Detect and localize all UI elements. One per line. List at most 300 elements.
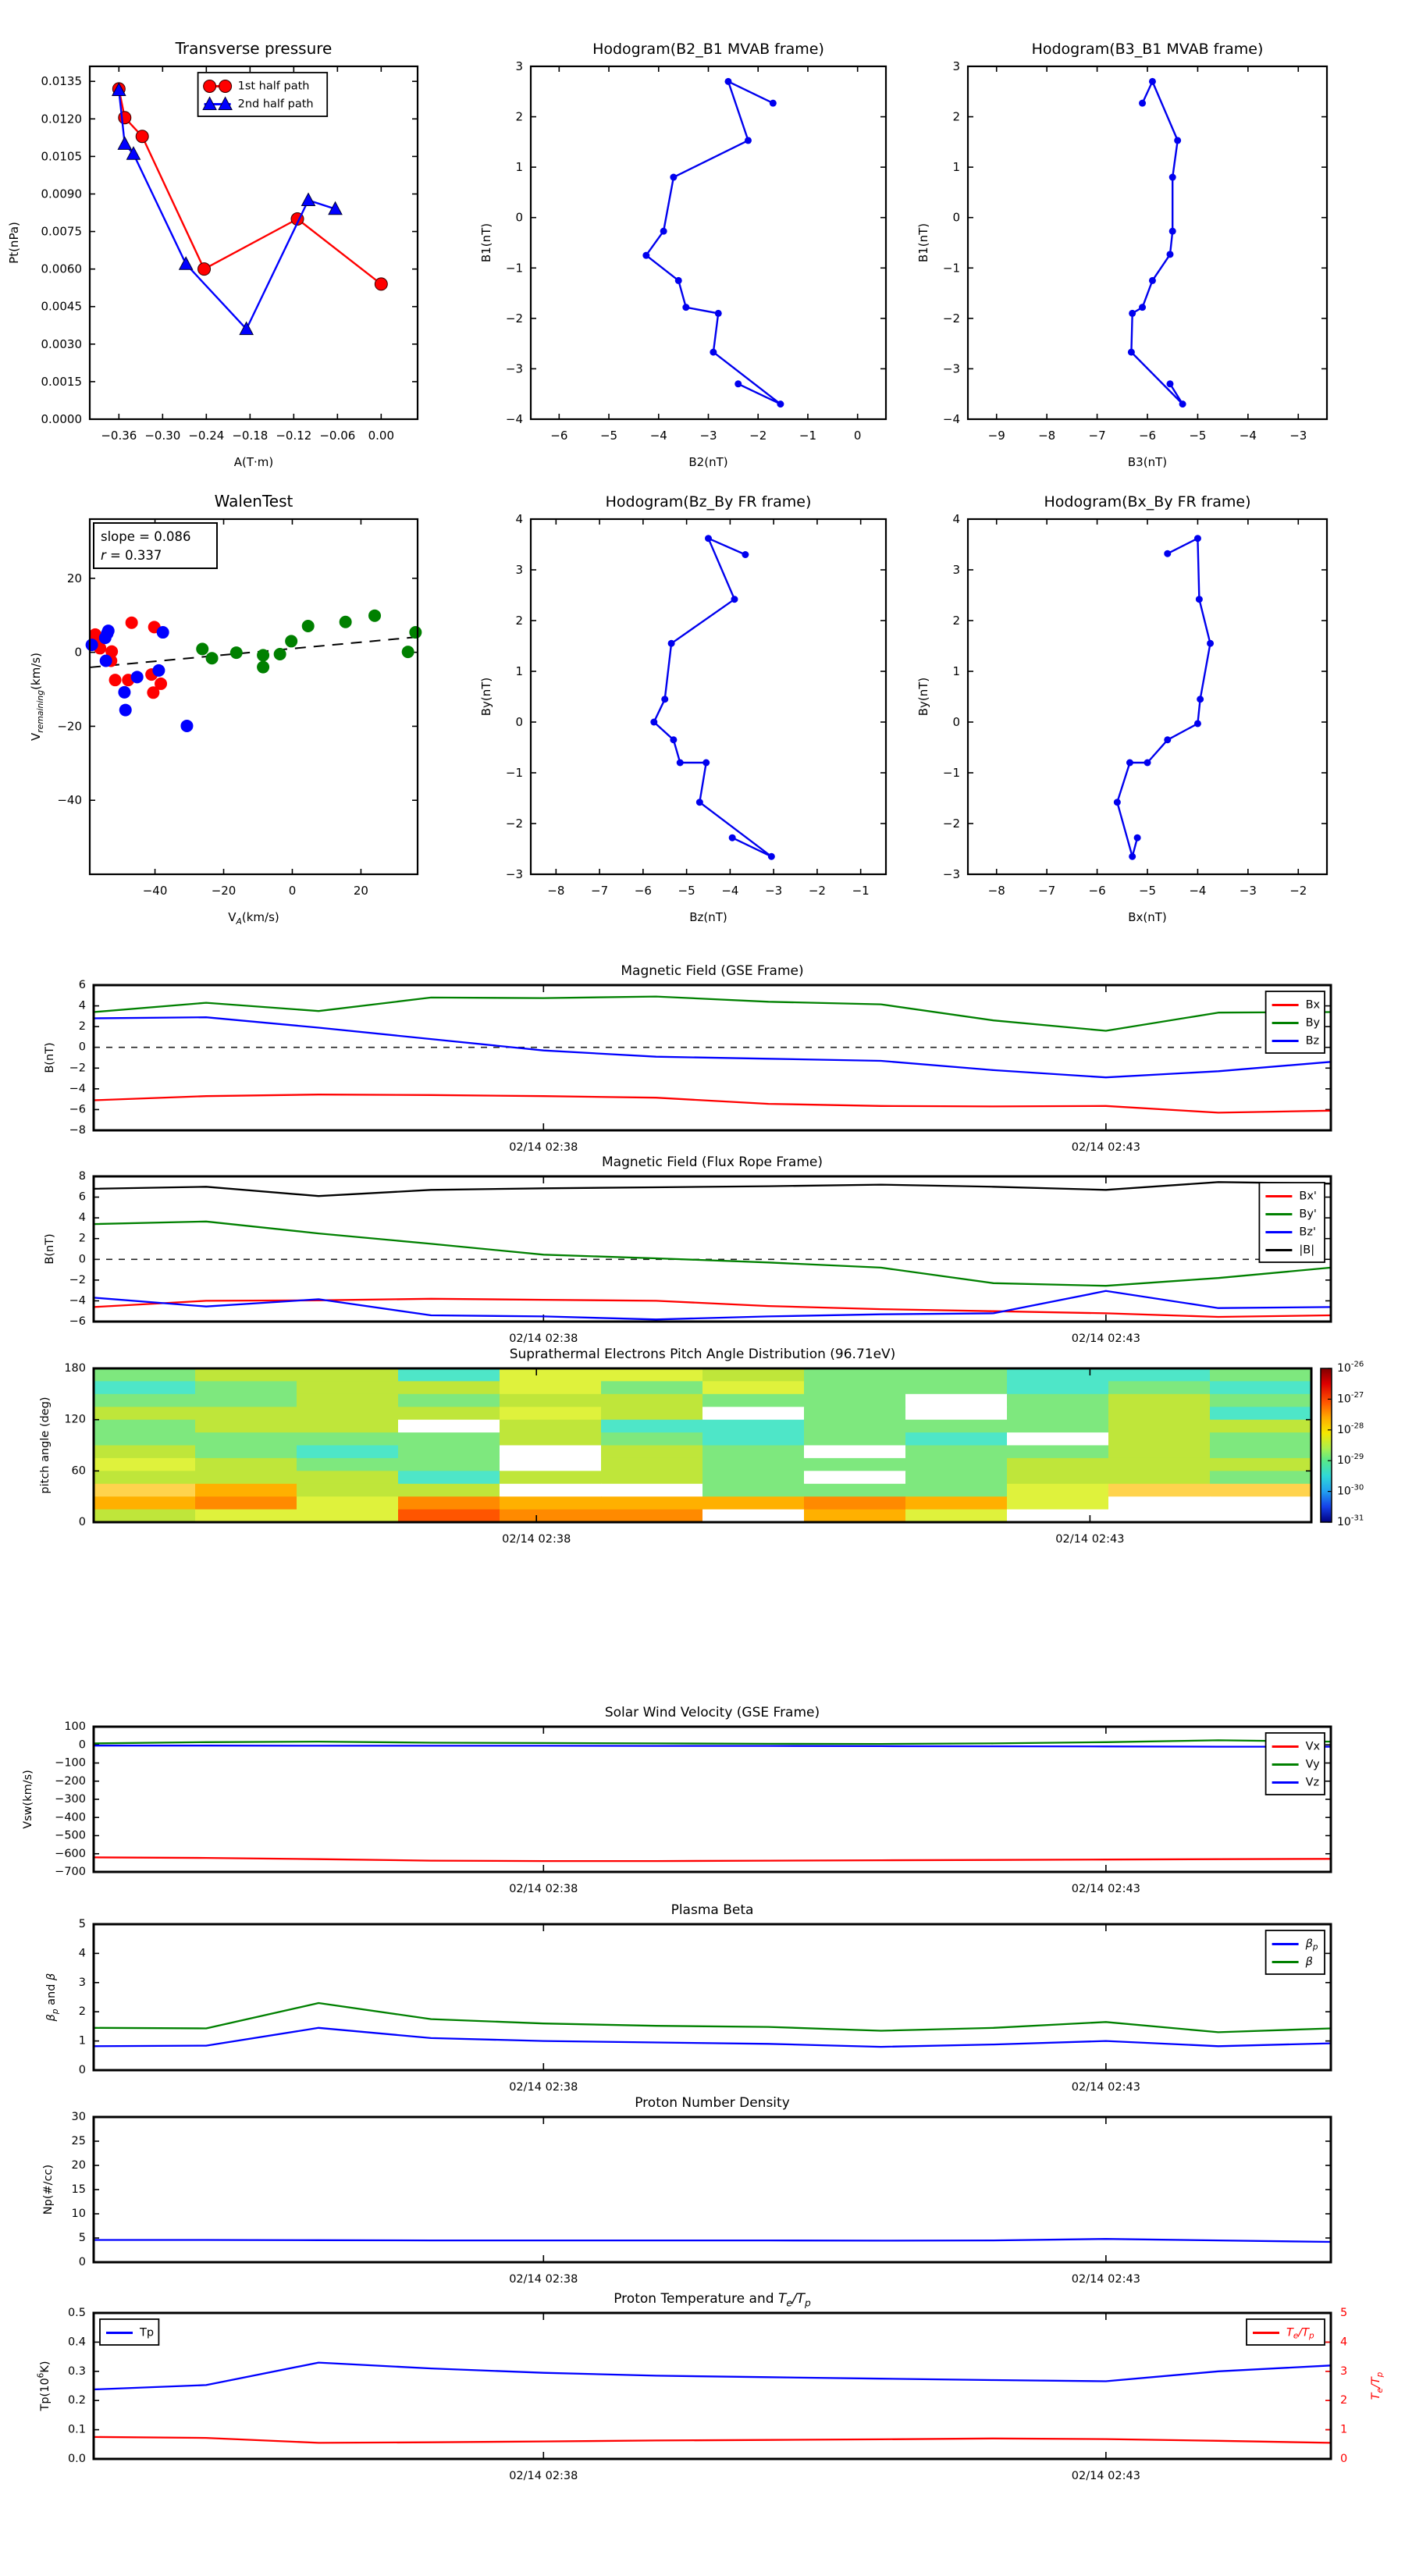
marker-dot: [1166, 380, 1173, 387]
legend-label: Vz: [1305, 1776, 1320, 1789]
y-tick-label: 0: [78, 1738, 86, 1752]
series-line: [654, 539, 772, 857]
heatmap-cell: [1108, 1471, 1211, 1484]
panel-title: Hodogram(Bx_By FR frame): [1044, 493, 1251, 511]
axes-frame: [94, 1924, 1331, 2070]
heatmap-cell: [500, 1432, 602, 1446]
marker-dot: [650, 719, 657, 726]
legend-label: 2nd half path: [237, 98, 314, 111]
time-tick-label: 02/14 02:43: [1071, 1883, 1140, 1895]
heatmap-cell: [195, 1510, 297, 1523]
heatmap-cell: [1210, 1420, 1312, 1433]
y-tick-label: 0.0075: [41, 224, 82, 239]
x-tick-label: −3: [1289, 429, 1307, 443]
x-tick-label: −8: [547, 884, 565, 898]
y-tick-label: −300: [55, 1793, 86, 1806]
y-tick-label: −2: [505, 817, 523, 831]
y-tick-label: 1: [952, 664, 960, 678]
heatmap-cell: [601, 1510, 703, 1523]
panel-title: Transverse pressure: [175, 39, 333, 58]
marker-dot: [285, 635, 297, 647]
heatmap-cell: [1007, 1432, 1109, 1446]
right-y-axis-label: $T_e/T_p$: [1370, 2371, 1385, 2400]
y-tick-label: −2: [942, 817, 960, 831]
x-tick-label: −8: [987, 884, 1005, 898]
y-tick-label: 0: [952, 210, 960, 225]
heatmap-cell: [804, 1381, 906, 1394]
y-tick-label: 2: [952, 109, 960, 124]
heatmap-cell: [1108, 1446, 1211, 1459]
x-tick-label: −1: [799, 429, 817, 443]
time-tick-label: 02/14 02:38: [509, 1332, 578, 1345]
marker-dot: [1126, 760, 1133, 767]
heatmap-cell: [905, 1381, 1008, 1394]
axes-frame: [94, 1727, 1331, 1872]
heatmap-cell: [1108, 1407, 1211, 1420]
y-tick-label: 3: [78, 1976, 86, 1989]
series-b2-b1: [642, 78, 784, 407]
x-tick-label: −0.36: [101, 429, 137, 443]
y-tick-label: 180: [64, 1362, 86, 1375]
panel-hodogram-b2b1: [479, 41, 886, 469]
series-bz-by: [650, 535, 775, 860]
heatmap-cell: [702, 1446, 805, 1459]
marker-circle: [198, 263, 211, 276]
marker-dot: [661, 696, 668, 703]
marker-dot: [206, 652, 219, 664]
heatmap-cell: [195, 1432, 297, 1446]
x-tick-label: −5: [678, 884, 695, 898]
heatmap-cell: [398, 1510, 500, 1523]
marker-dot: [257, 649, 269, 661]
marker-dot: [340, 616, 352, 628]
series-b3-b1: [1128, 78, 1186, 407]
legend-label: β: [1305, 1955, 1313, 1969]
heatmap-cell: [1210, 1510, 1312, 1523]
y-tick-label: −3: [942, 867, 960, 881]
heatmap-cell: [500, 1484, 602, 1497]
marker-dot: [705, 535, 712, 542]
heatmap-cell: [297, 1496, 399, 1510]
panel-np: [42, 2095, 1331, 2286]
heatmap-cell: [905, 1432, 1008, 1446]
y-tick-label: 2: [78, 1020, 86, 1034]
legend-label: |B|: [1299, 1244, 1315, 1257]
series-line: [119, 89, 381, 284]
marker-dot: [126, 617, 138, 629]
axes-frame: [90, 519, 418, 874]
legend-label: By': [1299, 1208, 1317, 1221]
panel-title: Hodogram(B3_B1 MVAB frame): [1031, 41, 1264, 58]
legend-label: $T_e/T_p$: [1286, 2326, 1314, 2341]
y-tick-label: 0.0000: [41, 412, 82, 426]
heatmap-cell: [1210, 1446, 1312, 1459]
heatmap-cell: [500, 1407, 602, 1420]
marker-dot: [1164, 550, 1171, 557]
heatmap-cell: [1007, 1458, 1109, 1471]
y-tick-label: 1: [952, 160, 960, 175]
y-tick-label: 30: [71, 2111, 86, 2123]
series-line: [1117, 539, 1210, 857]
axes-frame: [968, 66, 1327, 419]
y-tick-label: −6: [69, 1315, 86, 1328]
heatmap-cell: [702, 1471, 805, 1484]
time-tick-label: 02/14 02:43: [1071, 2273, 1140, 2286]
x-tick-label: −1: [852, 884, 870, 898]
marker-dot: [670, 736, 677, 743]
marker-dot: [102, 624, 115, 637]
heatmap-cell: [297, 1510, 399, 1523]
time-tick-label: 02/14 02:38: [509, 1883, 578, 1895]
y-tick-label: −3: [505, 361, 523, 376]
x-tick-label: −5: [1189, 429, 1207, 443]
legend-label: Vx: [1305, 1740, 1321, 1753]
heatmap-cell: [1007, 1394, 1109, 1407]
marker-dot: [729, 834, 736, 841]
marker-dot: [770, 100, 777, 107]
heatmap-cell: [500, 1510, 602, 1523]
heatmap-cell: [1007, 1471, 1109, 1484]
legend-label: 1st half path: [237, 80, 310, 93]
marker-dot: [742, 551, 749, 558]
x-tick-label: −2: [1289, 884, 1307, 898]
heatmap-cell: [398, 1471, 500, 1484]
y-tick-label: 0: [78, 2064, 86, 2076]
legend-label: Vy: [1305, 1758, 1320, 1771]
heatmap-cell: [398, 1484, 500, 1497]
heatmap-cell: [398, 1394, 500, 1407]
heatmap-cell: [601, 1420, 703, 1433]
legend: [1266, 1930, 1325, 1974]
marker-dot: [724, 78, 731, 85]
colorbar-label: $10^{-29}$: [1337, 1452, 1364, 1468]
right-y-tick-label: 1: [1340, 2423, 1348, 2436]
y-tick-label: 2: [78, 2005, 86, 2019]
y-tick-label: −2: [942, 311, 960, 326]
legend: [1266, 1733, 1325, 1795]
x-tick-label: −4: [1189, 884, 1207, 898]
time-tick-label: 02/14 02:38: [509, 2081, 578, 2094]
series-vy: [94, 1740, 1331, 1744]
x-tick-label: −40: [142, 884, 168, 898]
heatmap-cell: [1210, 1394, 1312, 1407]
series-line: [119, 91, 335, 329]
panel-title: Proton Temperature and $T_e/T_p$: [614, 2291, 811, 2309]
y-tick-label: 100: [64, 1720, 86, 1733]
series-outside: [196, 610, 422, 674]
right-y-tick-label: 2: [1340, 2394, 1348, 2407]
heatmap-cell: [500, 1458, 602, 1471]
marker-dot: [257, 661, 269, 674]
x-axis-label: B2(nT): [688, 455, 728, 469]
heatmap-cell: [500, 1420, 602, 1433]
heatmap-cell: [702, 1432, 805, 1446]
heatmap-cell: [601, 1394, 703, 1407]
heatmap-cells: [94, 1368, 1312, 1523]
y-tick-label: 0.0: [67, 2453, 86, 2465]
x-tick-label: −6: [634, 884, 652, 898]
marker-dot: [157, 626, 169, 639]
legend-box: [1266, 1930, 1325, 1974]
y-tick-label: 0: [515, 715, 523, 729]
time-tick-label: 02/14 02:43: [1055, 1533, 1125, 1546]
y-tick-label: 15: [71, 2183, 86, 2196]
panel-title: Suprathermal Electrons Pitch Angle Distribution (96.71eV): [509, 1347, 896, 1362]
y-tick-label: −2: [69, 1062, 86, 1075]
heatmap-cell: [1210, 1496, 1312, 1510]
marker-dot: [1194, 535, 1201, 542]
x-tick-label: −7: [1088, 429, 1106, 443]
heatmap-cell: [398, 1381, 500, 1394]
heatmap-cell: [195, 1471, 297, 1484]
marker-dot: [1144, 760, 1151, 767]
heatmap-cell: [94, 1432, 196, 1446]
y-tick-label: 2: [952, 614, 960, 628]
marker-dot: [109, 674, 122, 686]
heatmap-cell: [601, 1484, 703, 1497]
marker-dot: [1114, 799, 1121, 806]
heatmap-cell: [804, 1510, 906, 1523]
x-tick-label: −6: [1138, 429, 1157, 443]
x-tick-label: −4: [721, 884, 739, 898]
heatmap-cell: [1108, 1510, 1211, 1523]
legend-label: $\beta_p$: [1305, 1937, 1318, 1952]
heatmap-cell: [601, 1471, 703, 1484]
heatmap-cell: [1210, 1368, 1312, 1382]
heatmap-cell: [195, 1484, 297, 1497]
heatmap-cell: [1007, 1446, 1109, 1459]
y-tick-label: 3: [952, 563, 960, 577]
heatmap-cell: [1007, 1496, 1109, 1510]
y-axis-label: B(nT): [44, 1233, 56, 1265]
marker-dot: [86, 639, 98, 651]
marker-dot: [670, 174, 677, 181]
right-y-tick-label: 3: [1340, 2364, 1348, 2378]
heatmap-cell: [195, 1446, 297, 1459]
marker-dot: [677, 760, 684, 767]
marker-dot: [660, 228, 667, 235]
heatmap-cell: [601, 1407, 703, 1420]
y-axis-label: Vsw(km/s): [22, 1770, 34, 1829]
heatmap-cell: [297, 1407, 399, 1420]
heatmap-cell: [398, 1368, 500, 1382]
series--b-: [94, 1182, 1331, 1196]
heatmap-cell: [1108, 1394, 1211, 1407]
x-tick-label: 20: [353, 884, 368, 898]
marker-dot: [402, 646, 414, 658]
heatmap-cell: [297, 1446, 399, 1459]
series-bx: [94, 1094, 1331, 1112]
marker-dot: [274, 648, 286, 660]
heatmap-cell: [702, 1510, 805, 1523]
heatmap-cell: [94, 1484, 196, 1497]
legend-label: By: [1305, 1016, 1321, 1030]
x-tick-label: −8: [1038, 429, 1056, 443]
x-tick-label: −7: [591, 884, 609, 898]
panel-walen-test: [29, 492, 422, 927]
y-tick-label: 10: [71, 2208, 86, 2220]
heatmap-cell: [297, 1471, 399, 1484]
marker-circle: [219, 80, 232, 93]
heatmap-cell: [195, 1420, 297, 1433]
y-tick-label: 20: [71, 2159, 86, 2172]
x-tick-label: −0.30: [144, 429, 181, 443]
marker-dot: [100, 655, 112, 667]
y-tick-label: 0.5: [67, 2307, 86, 2319]
marker-dot: [152, 664, 165, 677]
marker-dot: [409, 626, 422, 639]
x-axis-label: $V_A(km/s)$: [228, 910, 279, 927]
y-tick-label: 0: [74, 645, 82, 660]
y-tick-label: 0.0135: [41, 74, 82, 89]
y-tick-label: −3: [505, 867, 523, 881]
heatmap-cell: [94, 1510, 196, 1523]
x-tick-label: −4: [649, 429, 667, 443]
y-tick-label: 0: [952, 715, 960, 729]
x-tick-label: 0.00: [368, 429, 395, 443]
heatmap-cell: [500, 1496, 602, 1510]
y-tick-label: 0.3: [67, 2364, 86, 2378]
x-tick-label: −0.18: [232, 429, 269, 443]
y-tick-label: 4: [78, 1212, 86, 1225]
marker-dot: [368, 610, 381, 622]
y-tick-label: 0.1: [67, 2423, 86, 2436]
heatmap-cell: [905, 1484, 1008, 1497]
series-te-tp: [94, 2437, 1331, 2443]
x-axis-label: A(T·m): [233, 455, 274, 469]
marker-dot: [696, 799, 703, 806]
heatmap-cell: [94, 1458, 196, 1471]
y-tick-label: −200: [55, 1774, 86, 1788]
x-axis-label: B3(nT): [1127, 455, 1168, 469]
fit-line: [90, 637, 418, 667]
y-axis-label: $\beta_p$ and β: [45, 1973, 60, 2022]
x-tick-label: −4: [1239, 429, 1257, 443]
panel-title: Proton Number Density: [635, 2095, 790, 2111]
heatmap-cell: [94, 1446, 196, 1459]
legend-label: Tp: [140, 2326, 155, 2339]
heatmap-cell: [702, 1394, 805, 1407]
y-tick-label: −1: [942, 261, 960, 276]
x-tick-label: −3: [765, 884, 783, 898]
y-tick-label: 5: [78, 1918, 86, 1930]
marker-circle: [204, 80, 216, 93]
heatmap-cell: [804, 1471, 906, 1484]
y-tick-label: −700: [55, 1866, 86, 1878]
panel-hodogram-bxby: [916, 493, 1327, 924]
heatmap-cell: [1210, 1484, 1312, 1497]
legend-label: Bz: [1305, 1034, 1320, 1048]
y-tick-label: −400: [55, 1811, 86, 1824]
marker-dot: [1128, 349, 1135, 356]
y-tick-label: 0.0015: [41, 374, 82, 389]
heatmap-cell: [804, 1420, 906, 1433]
time-tick-label: 02/14 02:38: [502, 1533, 571, 1546]
y-axis-label: $V_{remaining}(km/s)$: [29, 653, 46, 741]
y-tick-label: 2: [515, 109, 523, 124]
marker-triangle: [302, 194, 315, 206]
heatmap-cell: [297, 1368, 399, 1382]
heatmap-cell: [297, 1432, 399, 1446]
x-tick-label: −6: [1088, 884, 1106, 898]
y-tick-label: 0.0105: [41, 149, 82, 164]
heatmap-cell: [297, 1458, 399, 1471]
heatmap-cell: [195, 1368, 297, 1382]
heatmap-cell: [1007, 1420, 1109, 1433]
panel-pad: [39, 1347, 1364, 1546]
heatmap-cell: [1007, 1510, 1109, 1523]
y-tick-label: −3: [942, 361, 960, 376]
series-2nd-half-path: [112, 83, 342, 334]
heatmap-cell: [601, 1432, 703, 1446]
marker-dot: [1174, 137, 1181, 144]
y-tick-label: −4: [942, 412, 960, 426]
heatmap-cell: [500, 1446, 602, 1459]
x-tick-label: −2: [749, 429, 767, 443]
heatmap-cell: [94, 1394, 196, 1407]
heatmap-cell: [1210, 1471, 1312, 1484]
y-tick-label: 8: [78, 1170, 86, 1183]
y-tick-label: 0.0120: [41, 112, 82, 126]
legend: [100, 2319, 158, 2345]
series-by: [94, 997, 1331, 1031]
y-axis-label: pitch angle (deg): [39, 1397, 52, 1494]
y-tick-label: −4: [69, 1294, 86, 1308]
heatmap-cell: [1210, 1458, 1312, 1471]
y-tick-label: −1: [505, 261, 523, 276]
y-tick-label: 5: [78, 2232, 86, 2244]
heatmap-cell: [601, 1496, 703, 1510]
heatmap-cell: [702, 1381, 805, 1394]
y-tick-label: 4: [515, 512, 523, 526]
marker-dot: [1134, 834, 1141, 841]
y-tick-label: 6: [78, 979, 86, 991]
heatmap-cell: [804, 1368, 906, 1382]
marker-triangle: [180, 257, 193, 269]
series-beta-p: [94, 2028, 1331, 2047]
right-y-tick-label: 0: [1340, 2453, 1348, 2465]
legend: [198, 73, 328, 116]
heatmap-cell: [398, 1407, 500, 1420]
colorbar-label: $10^{-26}$: [1337, 1360, 1364, 1375]
panel-title: Solar Wind Velocity (GSE Frame): [604, 1705, 820, 1720]
y-tick-label: −4: [505, 412, 523, 426]
panel-hodogram-b3b1: [916, 41, 1327, 469]
x-tick-label: −0.12: [276, 429, 312, 443]
annotation: [94, 523, 217, 568]
panel-title: Plasma Beta: [670, 1902, 754, 1918]
heatmap-cell: [804, 1446, 906, 1459]
heatmap-cell: [1108, 1381, 1211, 1394]
heatmap-cell: [804, 1394, 906, 1407]
colorbar-label: $10^{-31}$: [1337, 1514, 1364, 1528]
heatmap-cell: [905, 1446, 1008, 1459]
x-tick-label: −6: [550, 429, 568, 443]
x-tick-label: −0.24: [188, 429, 225, 443]
marker-dot: [777, 400, 784, 407]
heatmap-cell: [398, 1458, 500, 1471]
heatmap-cell: [94, 1368, 196, 1382]
annotation-slope: slope = 0.086: [101, 529, 191, 544]
heatmap-cell: [601, 1446, 703, 1459]
x-tick-label: −7: [1038, 884, 1056, 898]
marker-dot: [131, 671, 144, 683]
heatmap-cell: [804, 1484, 906, 1497]
panel-vsw: [22, 1705, 1331, 1895]
marker-dot: [1149, 78, 1156, 85]
annotation-r: r = 0.337: [101, 548, 162, 563]
marker-dot: [731, 596, 738, 603]
